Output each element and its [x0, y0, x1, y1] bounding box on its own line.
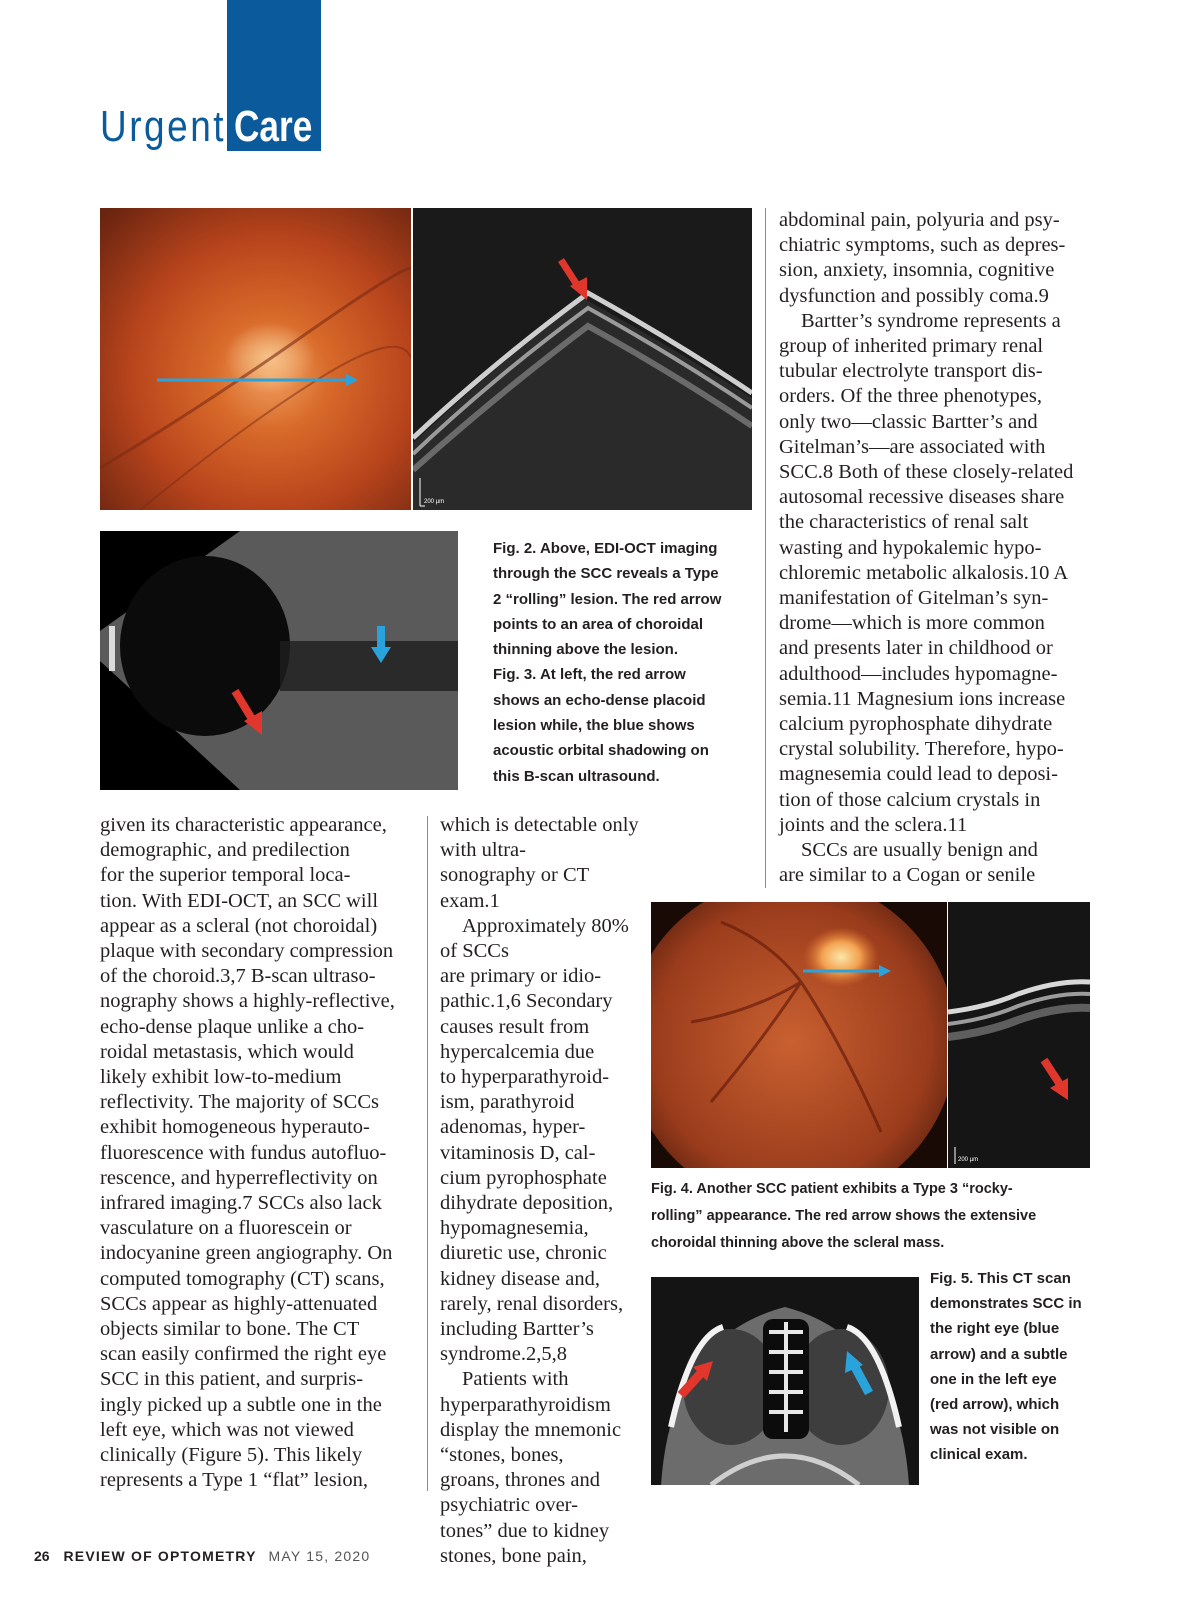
text-line: for the superior temporal loca-: [100, 864, 351, 887]
text-line: sonography or CT exam.1: [440, 864, 589, 912]
text-line: which is detectable only with ultra-: [440, 814, 639, 862]
fig2-fundus-photo: [100, 208, 411, 510]
text-line: likely exhibit low-to-medium: [100, 1066, 342, 1089]
text-line: orders. Of the three phenotypes,: [779, 385, 1042, 408]
text-line: groans, thrones and: [440, 1469, 600, 1492]
text-line: cium pyrophosphate: [440, 1166, 607, 1189]
caption-line: arrow) and a subtle: [930, 1345, 1068, 1363]
caption-fig5: [930, 1266, 1100, 1468]
caption-line: clinical exam.: [930, 1446, 1028, 1464]
caption-line: points to an area of choroidal: [493, 615, 704, 633]
caption-line: 2 “rolling” lesion. The red arrow: [493, 590, 722, 608]
text-line: calcium pyrophosphate dihydrate: [779, 713, 1053, 736]
text-line: tubular electrolyte transport dis-: [779, 360, 1043, 383]
text-line: syndrome.2,5,8: [440, 1343, 567, 1366]
column-divider: [427, 816, 428, 1491]
issue-date: MAY 15, 2020: [268, 1548, 371, 1564]
caption-line: choroidal thinning above the scleral mass.: [651, 1235, 945, 1251]
text-line: and presents later in childhood or: [779, 637, 1053, 660]
text-line: vasculature on a fluorescein or: [100, 1217, 352, 1240]
text-line: display the mnemonic: [440, 1418, 622, 1441]
text-line: Bartter’s syndrome represents a: [801, 309, 1061, 332]
magazine-title: REVIEW OF OPTOMETRY: [63, 1548, 257, 1564]
text-line: rescence, and hyperreflectivity on: [100, 1166, 378, 1189]
text-line: adenomas, hyper-: [440, 1116, 586, 1139]
caption-line: through the SCC reveals a Type: [493, 565, 719, 583]
text-line: nography shows a highly-reflective,: [100, 990, 395, 1013]
caption-line: one in the left eye: [930, 1370, 1057, 1388]
text-line: SCC in this patient, and surpris-: [100, 1368, 364, 1391]
fig5-ct-scan: [651, 1277, 919, 1485]
text-line: crystal solubility. Therefore, hypo-: [779, 738, 1064, 761]
text-line: hypercalcemia due: [440, 1040, 595, 1063]
caption-line: demonstrates SCC in: [930, 1295, 1082, 1313]
text-line: vitaminosis D, cal-: [440, 1141, 596, 1164]
text-line: dysfunction and possibly coma.9: [779, 284, 1049, 307]
scale-label: 200 µm: [958, 1157, 979, 1163]
text-line: chiatric symptoms, such as depres-: [779, 234, 1066, 257]
caption-line: Fig. 4. Another SCC patient exhibits a Type 3 “rocky-: [651, 1181, 1013, 1197]
text-line: exhibit homogeneous hyperauto-: [100, 1116, 370, 1139]
caption-fig4: [651, 1176, 1101, 1257]
text-line: pathic.1,6 Secondary: [440, 990, 613, 1013]
text-line: “stones, bones,: [440, 1444, 564, 1467]
caption-line: the right eye (blue: [930, 1320, 1060, 1338]
page-footer: [34, 1548, 370, 1564]
text-line: dihydrate deposition,: [440, 1192, 614, 1215]
text-line: appear as a scleral (not choroidal): [100, 914, 378, 937]
text-line: joints and the sclera.11: [779, 813, 968, 836]
text-line: indocyanine green angiography. On: [100, 1242, 393, 1265]
body-column-2: [440, 813, 650, 1569]
text-line: abdominal pain, polyuria and psy-: [779, 209, 1060, 231]
text-line: Approximately 80% of SCCs: [440, 914, 629, 963]
text-line: psychiatric over-: [440, 1494, 578, 1517]
section-title-urgent: Urgent: [100, 102, 227, 151]
caption-line: rolling” appearance. The red arrow shows the extensive: [651, 1208, 1037, 1224]
text-line: rarely, renal disorders,: [440, 1292, 624, 1315]
fig3-bscan-ultrasound: [100, 531, 458, 790]
text-line: including Bartter’s: [440, 1318, 594, 1341]
caption-fig2-fig3: [493, 536, 763, 789]
text-line: tion of those calcium crystals in: [779, 788, 1041, 811]
text-line: adulthood—includes hypomagne-: [779, 662, 1058, 685]
text-line: tones” due to kidney: [440, 1519, 610, 1542]
text-line: hyperparathyroidism: [440, 1393, 611, 1416]
text-line: Gitelman’s—are associated with: [779, 435, 1046, 458]
fig4-oct-scan: [948, 902, 1090, 1168]
page-number: 26: [34, 1548, 50, 1564]
text-line: causes result from: [440, 1015, 590, 1038]
scale-label: 200 µm: [424, 499, 445, 505]
text-line: group of inherited primary renal: [779, 335, 1044, 358]
fig4-fundus-photo: [651, 902, 947, 1168]
fig2-oct-scan: [413, 208, 752, 510]
text-line: represents a Type 1 “flat” lesion,: [100, 1469, 369, 1492]
text-line: hypomagnesemia,: [440, 1217, 589, 1240]
caption-line: acoustic orbital shadowing on: [493, 742, 709, 760]
text-line: to hyperparathyroid-: [440, 1066, 610, 1089]
caption-line: thinning above the lesion.: [493, 641, 679, 659]
text-line: infrared imaging.7 SCCs also lack: [100, 1192, 382, 1215]
caption-line: (red arrow), which: [930, 1396, 1060, 1414]
caption-line: Fig. 3. At left, the red arrow: [493, 666, 686, 684]
text-line: SCC.8 Both of these closely-related: [779, 461, 1074, 484]
text-line: of the choroid.3,7 B-scan ultraso-: [100, 965, 376, 988]
section-title-care: Care: [234, 102, 313, 151]
caption-line: this B-scan ultrasound.: [493, 767, 660, 785]
text-line: tion. With EDI-OCT, an SCC will: [100, 889, 379, 912]
text-line: ism, parathyroid: [440, 1091, 575, 1114]
text-line: clinically (Figure 5). This likely: [100, 1444, 363, 1467]
text-line: objects similar to bone. The CT: [100, 1318, 360, 1341]
text-line: semia.11 Magnesium ions increase: [779, 687, 1066, 710]
text-line: SCCs are usually benign and: [801, 839, 1038, 862]
text-line: given its characteristic appearance,: [100, 814, 387, 836]
body-column-3: [779, 208, 1097, 888]
text-line: manifestation of Gitelman’s syn-: [779, 587, 1049, 610]
text-line: chloremic metabolic alkalosis.10 A: [779, 561, 1069, 584]
text-line: stones, bone pain,: [440, 1544, 587, 1567]
text-line: roidal metastasis, which would: [100, 1040, 354, 1063]
text-line: reflectivity. The majority of SCCs: [100, 1091, 379, 1114]
text-line: the characteristics of renal salt: [779, 511, 1029, 534]
caption-line: shows an echo-dense placoid: [493, 691, 706, 709]
text-line: drome—which is more common: [779, 612, 1045, 635]
text-line: echo-dense plaque unlike a cho-: [100, 1015, 365, 1038]
text-line: diuretic use, chronic: [440, 1242, 607, 1265]
text-line: sion, anxiety, insomnia, cognitive: [779, 259, 1055, 282]
caption-line: lesion while, the blue shows: [493, 717, 695, 735]
text-line: autosomal recessive diseases share: [779, 486, 1065, 509]
text-line: wasting and hypokalemic hypo-: [779, 536, 1042, 559]
text-line: magnesemia could lead to deposi-: [779, 763, 1058, 786]
text-line: scan easily confirmed the right eye: [100, 1343, 387, 1366]
text-line: Patients with: [462, 1368, 569, 1391]
text-line: ingly picked up a subtle one in the: [100, 1393, 382, 1416]
text-line: kidney disease and,: [440, 1267, 600, 1290]
text-line: computed tomography (CT) scans,: [100, 1267, 385, 1290]
text-line: are primary or idio-: [440, 965, 602, 988]
text-line: left eye, which was not viewed: [100, 1418, 354, 1441]
text-line: plaque with secondary compression: [100, 940, 394, 963]
text-line: are similar to a Cogan or senile: [779, 864, 1036, 887]
text-line: demographic, and predilection: [100, 839, 350, 862]
body-column-1: [100, 813, 418, 1493]
column-divider: [765, 208, 766, 888]
caption-line: Fig. 2. Above, EDI-OCT imaging: [493, 540, 718, 557]
text-line: only two—classic Bartter’s and: [779, 410, 1038, 433]
caption-line: Fig. 5. This CT scan: [930, 1270, 1071, 1287]
caption-line: was not visible on: [930, 1421, 1060, 1439]
text-line: SCCs appear as highly-attenuated: [100, 1292, 378, 1315]
text-line: fluorescence with fundus autofluo-: [100, 1141, 387, 1164]
